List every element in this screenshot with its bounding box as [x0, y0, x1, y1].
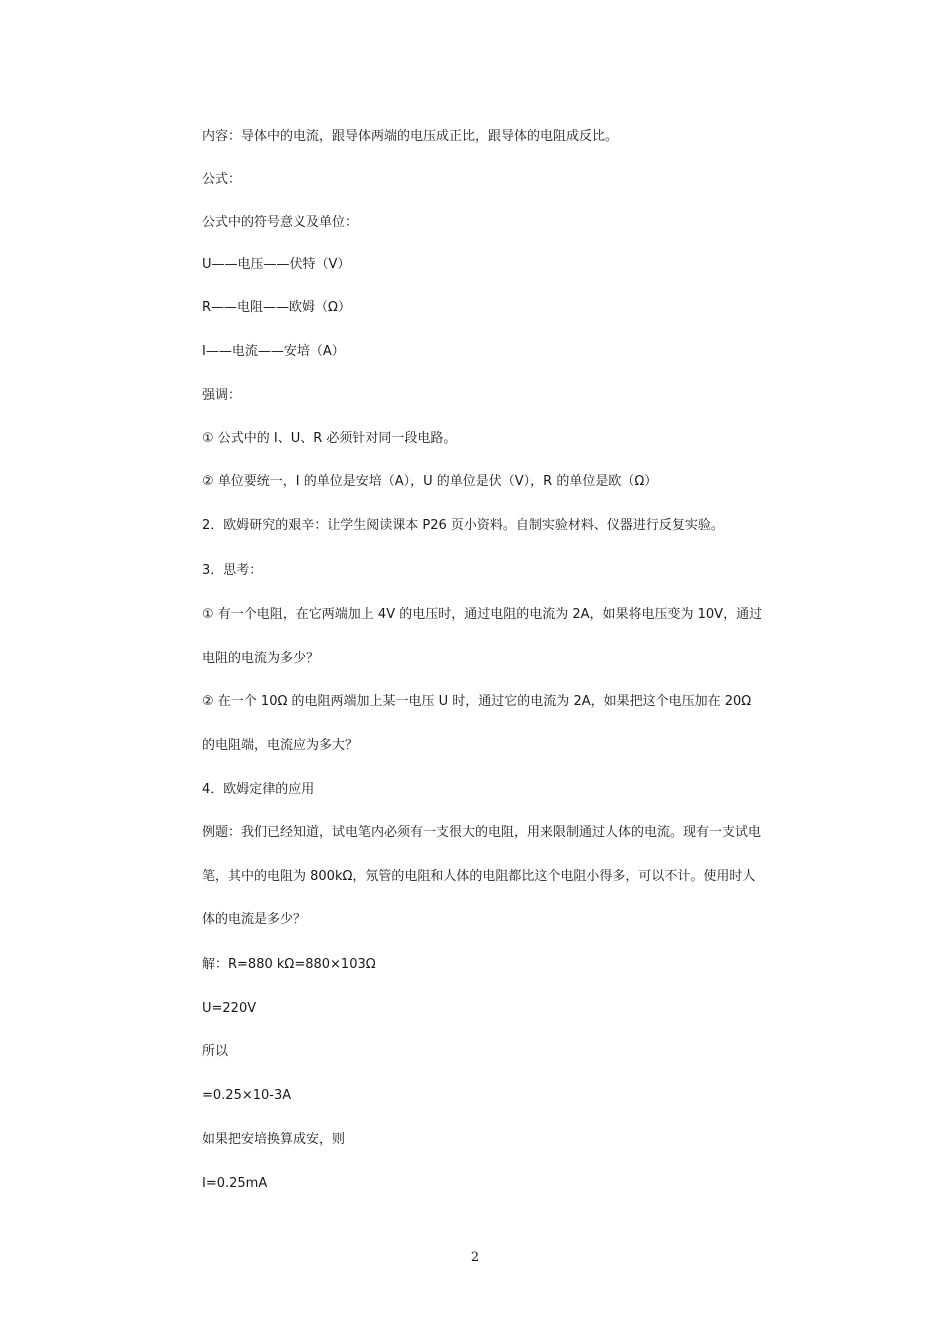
text-line: R——电阻——欧姆（Ω） — [202, 300, 351, 315]
text-line: ② 在一个 10Ω 的电阻两端加上某一电压 U 时，通过它的电流为 2A，如果把这个电压加在 20Ω — [202, 694, 752, 709]
text-line: 的电阻端，电流应为多大？ — [202, 738, 359, 753]
text-line: 3．思考： — [202, 563, 263, 578]
text-line: ② 单位要统一，I 的单位是安培（A），U 的单位是伏（V），R 的单位是欧（Ω） — [202, 474, 658, 489]
text-line: ① 有一个电阻，在它两端加上 4V 的电压时，通过电阻的电流为 2A，如果将电压变为 10V，通过 — [202, 607, 763, 622]
text-line: 内容：导体中的电流，跟导体两端的电压成正比，跟导体的电阻成反比。 — [202, 129, 619, 144]
text-line: ① 公式中的 I、U、R 必须针对同一段电路。 — [202, 431, 457, 446]
text-line: 强调： — [202, 388, 242, 403]
text-line: I=0.25mA — [202, 1176, 268, 1191]
text-line: 如果把安培换算成安，则 — [202, 1132, 346, 1147]
text-line: =0.25×10-3A — [202, 1088, 292, 1103]
text-line: 公式： — [202, 172, 242, 187]
text-line: 电阻的电流为多少？ — [202, 651, 320, 666]
text-line: I——电流——安培（A） — [202, 344, 345, 359]
text-line: 2．欧姆研究的艰辛：让学生阅读课本 P26 页小资料。自制实验材料、仪器进行反复实验。 — [202, 518, 724, 533]
text-line: 4．欧姆定律的应用 — [202, 782, 315, 797]
text-line: U=220V — [202, 1001, 257, 1016]
text-line: 解：R=880 kΩ=880×103Ω — [202, 957, 376, 972]
text-line: U——电压——伏特（V） — [202, 257, 351, 272]
page-number: 2 — [470, 1250, 480, 1265]
text-line: 所以 — [202, 1044, 229, 1059]
text-line: 公式中的符号意义及单位： — [202, 215, 359, 230]
text-line: 体的电流是多少？ — [202, 912, 307, 927]
text-line: 例题：我们已经知道，试电笔内必须有一支很大的电阻，用来限制通过人体的电流。现有一支试电 — [202, 825, 762, 840]
text-line: 笔，其中的电阻为 800kΩ，氖管的电阻和人体的电阻都比这个电阻小得多，可以不计。使用时人 — [202, 869, 756, 884]
